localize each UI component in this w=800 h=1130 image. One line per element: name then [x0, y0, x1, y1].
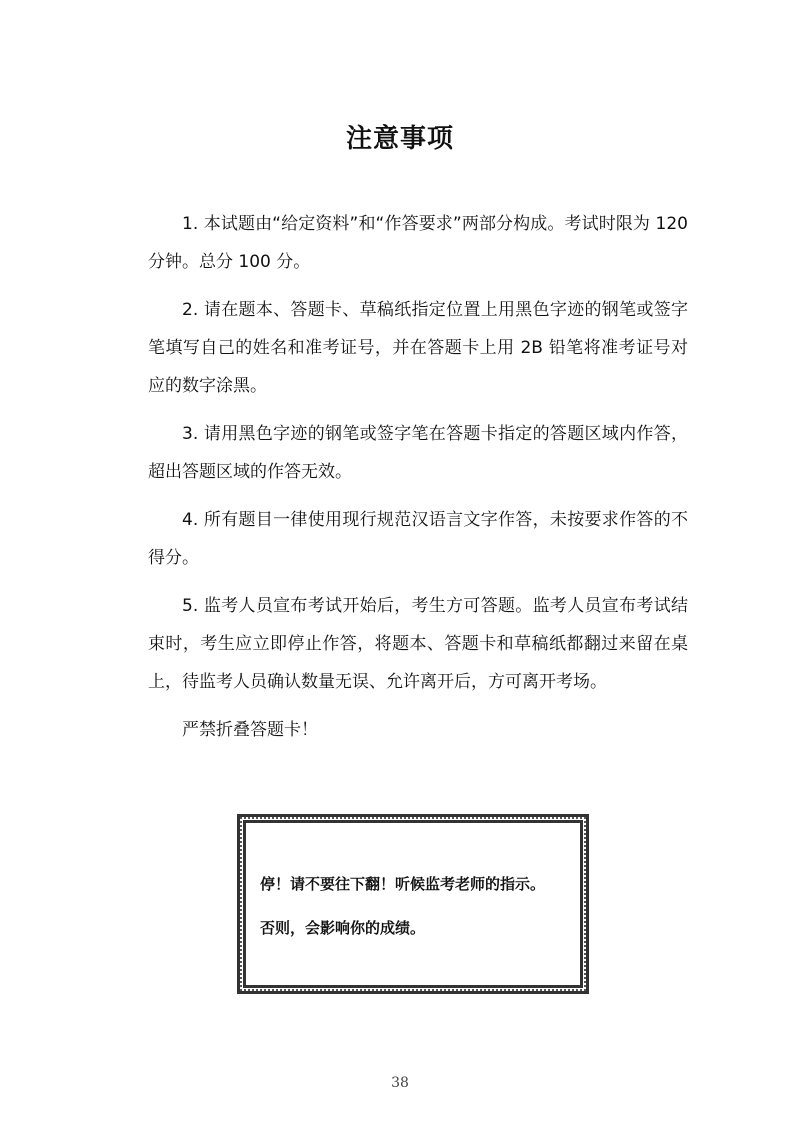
- folding-warning: 严禁折叠答题卡！: [182, 720, 318, 740]
- notice-line-stop: 停！请不要往下翻！听候监考老师的指示。: [260, 875, 546, 893]
- page-title: 注意事项: [345, 124, 454, 154]
- page-number: 38: [391, 1075, 409, 1091]
- rule-item: 3. 请用黑色字迹的钢笔或签字笔在答题卡指定的答题区域内作答，超出答题区域的作答无效。: [148, 424, 688, 482]
- rule-item: 5. 监考人员宣布考试开始后，考生方可答题。监考人员宣布考试结束时，考生应立即停止作答，将题本、答题卡和草稿纸都翻过来留在桌上，待监考人员确认数量无误、允许离开后，方可离开考场。: [148, 596, 688, 692]
- rule-item: 2. 请在题本、答题卡、草稿纸指定位置上用黑色字迹的钢笔或签字笔填写自己的姓名和准考证号，并在答题卡上用 2B 铅笔将准考证号对应的数字涂黑。: [148, 300, 688, 396]
- notice-line-consequence: 否则，会影响你的成绩。: [260, 919, 426, 937]
- rule-item: 4. 所有题目一律使用现行规范汉语言文字作答，未按要求作答的不得分。: [148, 510, 688, 568]
- rules-section: [148, 205, 688, 749]
- rule-item: 1. 本试题由“给定资料”和“作答要求”两部分构成。考试时限为 120 分钟。总分 100 分。: [148, 214, 688, 272]
- notice-frame: [237, 814, 589, 994]
- notice-text: [260, 873, 566, 961]
